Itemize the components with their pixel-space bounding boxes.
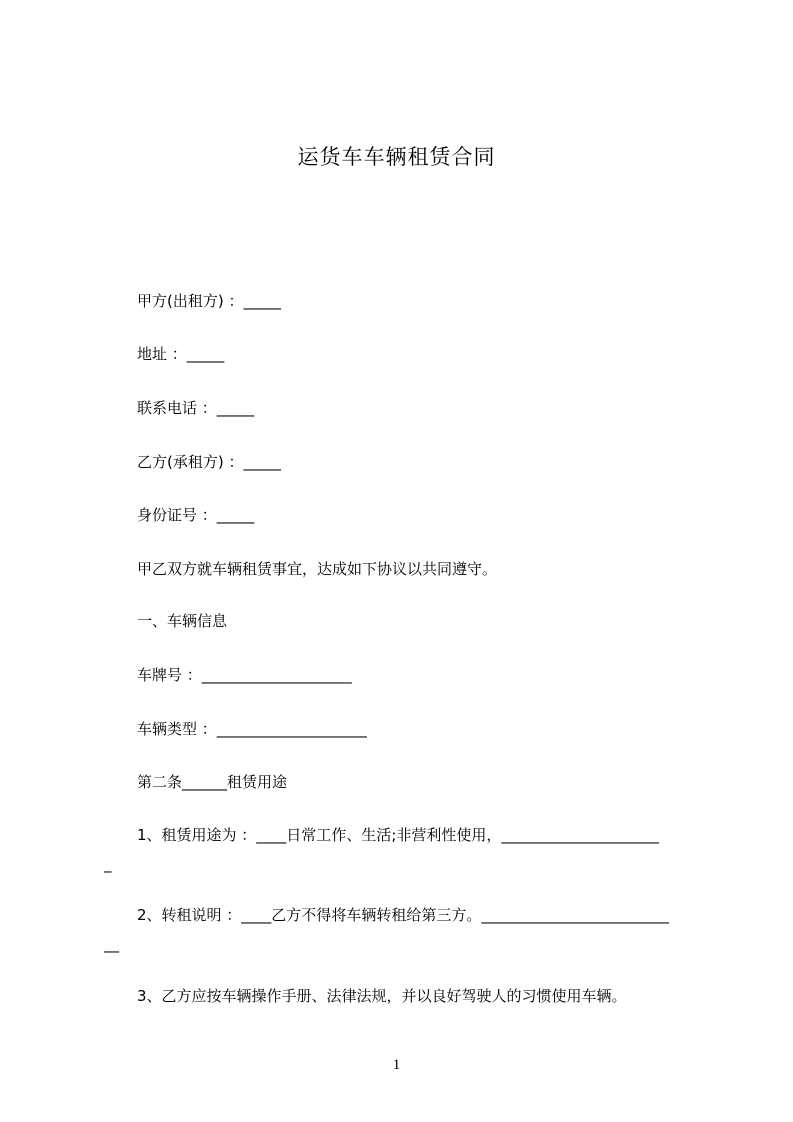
clause-2-continuation: __ [104,935,119,953]
clause-3-usage: 3、乙方应按车辆操作手册、法律法规，并以良好驾驶人的习惯使用车辆。 [137,987,627,1005]
clause-1-purpose: 1、租赁用途为 ：____日常工作、生活;非营利性使用，_____________________ [137,826,659,844]
clause-1-continuation: _ [104,855,112,873]
party-a-line: 甲方(出租方) ：_____ [137,292,281,310]
id-number-line: 身份证号 ：_____ [137,506,255,524]
article-two-heading: 第二条______租赁用途 [137,773,288,791]
plate-number-line: 车牌号 ：____________________ [137,666,352,684]
agreement-intro: 甲乙双方就车辆租赁事宜，达成如下协议以共同遵守。 [137,560,498,578]
section-heading-vehicle-info: 一、车辆信息 [137,612,228,630]
vehicle-type-line: 车辆类型 ：____________________ [137,720,367,738]
page-number: 1 [392,1057,401,1073]
party-b-line: 乙方(承租方) ：_____ [137,453,281,471]
clause-2-sublease: 2、转租说明 ：____乙方不得将车辆转租给第三方。_________________________ [137,906,669,924]
document-title: 运货车车辆租赁合同 [297,145,496,169]
phone-line: 联系电话 ：_____ [137,399,255,417]
address-line: 地址 ：_____ [137,345,225,363]
